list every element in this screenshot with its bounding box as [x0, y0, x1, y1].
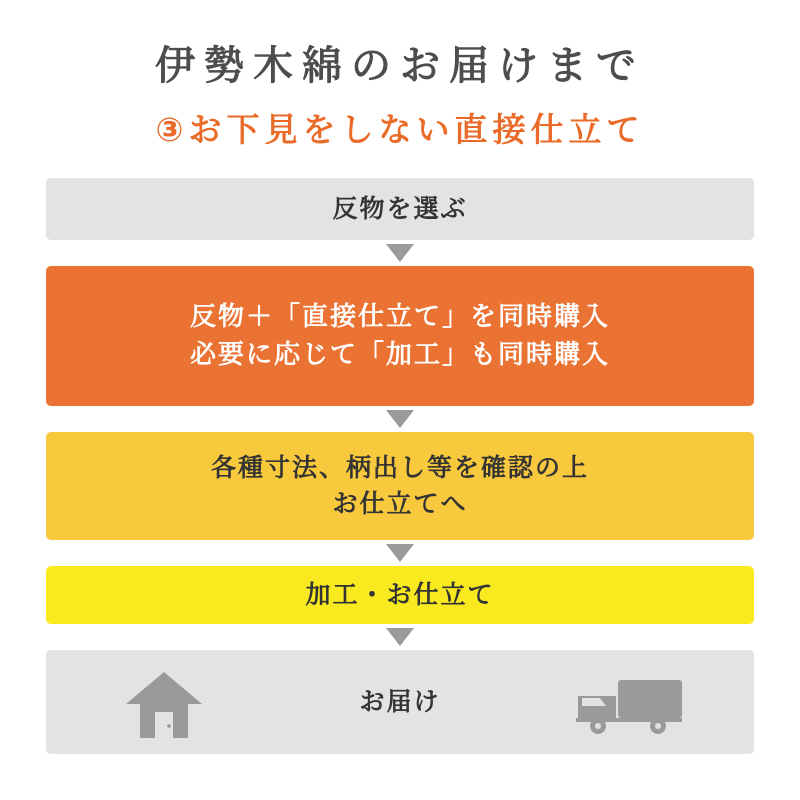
flow-step-label: 反物＋「直接仕立て」を同時購入	[189, 301, 610, 332]
flow-step-confirm-measurements	[46, 432, 754, 540]
arrow-down-icon	[46, 540, 754, 566]
page-subtitle: ③お下見をしない直接仕立て	[155, 111, 645, 148]
flow-step-delivery	[46, 650, 754, 754]
flow-step-select-fabric	[46, 178, 754, 240]
house-icon	[124, 670, 204, 740]
truck-icon	[574, 676, 686, 736]
flow-step-label: 反物を選ぶ	[332, 194, 468, 223]
flow-step-label: お届け	[359, 687, 441, 716]
flow-step-label: 加工・お仕立て	[305, 580, 495, 609]
arrow-down-icon	[46, 240, 754, 266]
flow-step-processing-tailoring	[46, 566, 754, 624]
page-title: 伊勢木綿のお届けまで	[155, 44, 645, 88]
flow-step-label: 各種寸法、柄出し等を確認の上	[210, 453, 589, 482]
flow-diagram	[46, 178, 754, 754]
arrow-down-icon	[46, 406, 754, 432]
flow-step-purchase-together	[46, 266, 754, 406]
arrow-down-icon	[46, 624, 754, 650]
flow-step-label: 必要に応じて「加工」も同時購入	[189, 339, 610, 369]
flow-step-label: お仕立てへ	[332, 490, 468, 518]
